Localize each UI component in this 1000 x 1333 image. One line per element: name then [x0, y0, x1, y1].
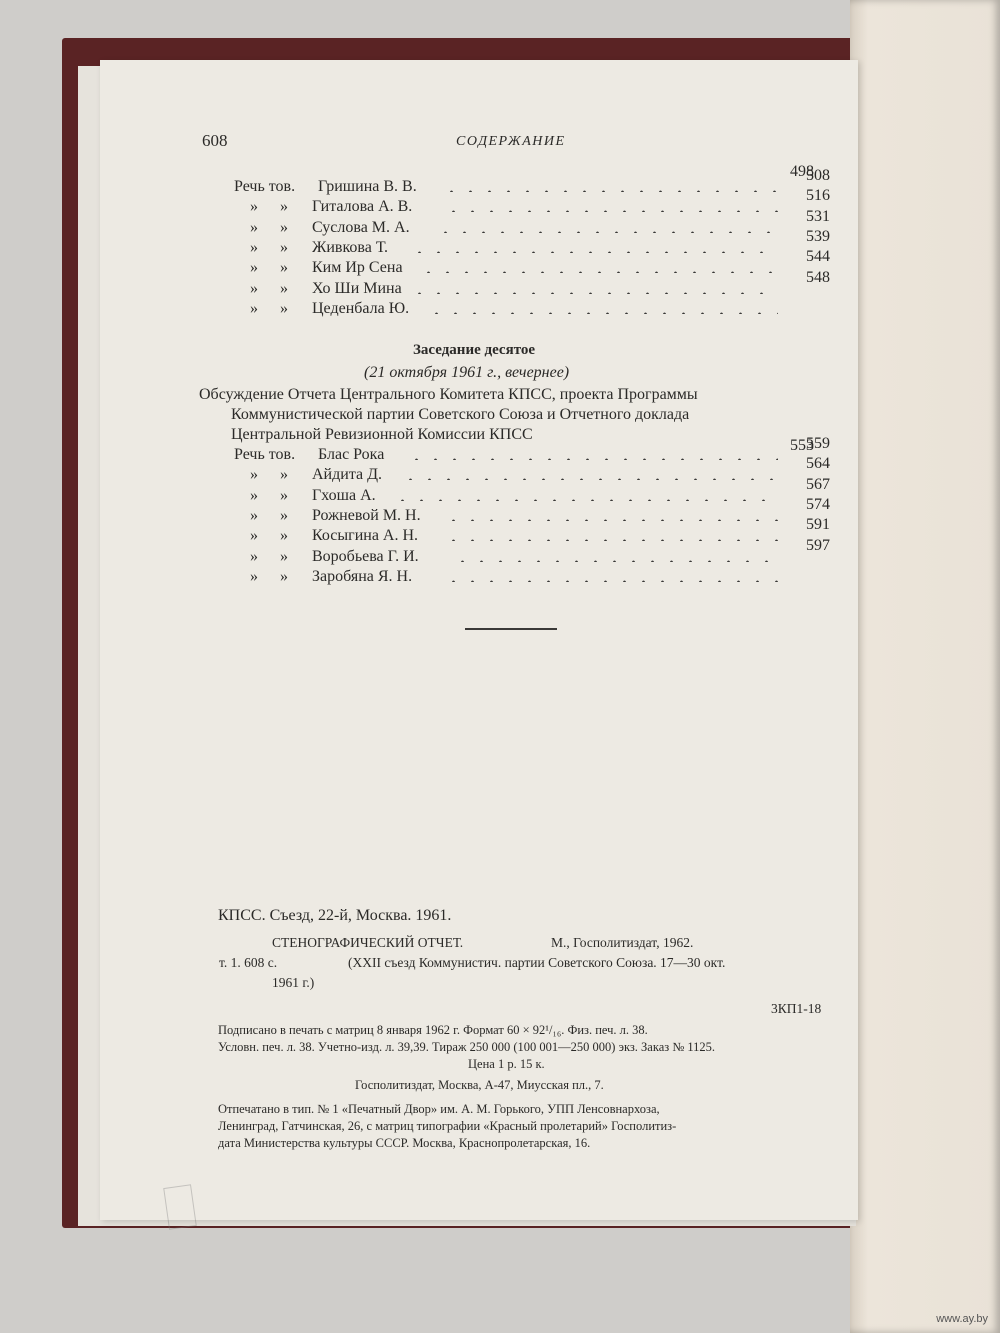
imprint-line: дата Министерства культуры СССР. Москва, Краснопролетарская, 16.	[218, 1136, 591, 1150]
leader-dots	[427, 312, 778, 314]
ditto-mark: »	[250, 218, 258, 236]
toc-page-number: 564	[806, 455, 830, 473]
toc-page-number: 531	[806, 207, 830, 225]
toc-entry-prefix: Речь тов.	[234, 178, 296, 195]
toc-page-number: 498	[790, 163, 814, 180]
toc-entry-name: Хо Ши Мина	[312, 279, 402, 297]
library-stamp	[163, 1184, 197, 1229]
leader-dots	[419, 271, 778, 273]
ditto-mark: »	[280, 259, 288, 277]
catalog-code: 3КП1-18	[771, 1001, 822, 1016]
toc-entry-name: Цеденбала Ю.	[312, 299, 410, 317]
colophon-line: 1961 г.)	[272, 975, 315, 990]
ditto-mark: »	[250, 567, 258, 585]
endpaper	[850, 0, 1000, 1333]
toc-entry-name: Блас Рока	[318, 446, 385, 463]
toc-entry	[230, 187, 830, 218]
leader-dots	[410, 251, 778, 253]
colophon-line: т. 1. 608 с.	[219, 955, 278, 970]
ditto-mark: »	[280, 279, 288, 297]
toc-entry	[230, 300, 830, 320]
leader-dots	[410, 292, 778, 294]
ditto-mark: »	[250, 486, 258, 504]
ditto-mark: »	[250, 279, 258, 297]
section-date: (21 октября 1961 г., вечернее)	[364, 364, 570, 381]
toc-page-number: 567	[806, 475, 830, 493]
leader-dots	[444, 519, 778, 521]
section-title: Заседание десятое	[413, 342, 536, 358]
ditto-mark: »	[250, 259, 258, 277]
leader-dots	[444, 539, 778, 541]
toc-entry-name: Гришина В. В.	[318, 178, 417, 195]
toc-entry-name: Ким Ир Сена	[312, 259, 403, 277]
leader-dots	[393, 499, 778, 501]
imprint-line: Ленинград, Гатчинская, 26, с матриц типографии «Красный пролетарий» Госполитиз-	[218, 1119, 677, 1133]
ditto-mark: »	[250, 238, 258, 256]
discussion-line: Обсуждение Отчета Центрального Комитета КПСС, проекта Программы	[199, 386, 698, 403]
toc-page-number: 591	[806, 516, 830, 534]
page-number: 608	[202, 131, 228, 150]
colophon-line: СТЕНОГРАФИЧЕСКИЙ ОТЧЕТ.	[272, 935, 464, 950]
price: Цена 1 р. 15 к.	[468, 1057, 545, 1071]
leader-dots	[444, 210, 778, 212]
leader-dots	[442, 190, 778, 192]
watermark: www.ay.by	[936, 1313, 988, 1325]
toc-entry-name: Айдита Д.	[312, 466, 383, 484]
toc-page-number: 516	[806, 187, 830, 205]
toc-page-number: 597	[806, 536, 830, 554]
discussion-line: Центральной Ревизионной Комиссии КПСС	[231, 426, 533, 443]
ditto-mark: »	[280, 567, 288, 585]
leader-dots	[444, 580, 778, 582]
toc-entry	[230, 455, 830, 486]
ditto-mark: »	[280, 506, 288, 524]
toc-entry-name: Живкова Т.	[312, 238, 389, 256]
ditto-mark: »	[250, 547, 258, 565]
toc-entry-prefix: Речь тов.	[234, 446, 296, 463]
toc-entry-name: Рожневой М. Н.	[312, 506, 421, 524]
ditto-mark: »	[280, 198, 288, 216]
toc-page-number: 508	[806, 167, 830, 184]
page-title: СОДЕРЖАНИЕ	[456, 134, 566, 149]
ditto-mark: »	[280, 299, 288, 317]
imprint-line: Подписано в печать с матриц 8 января 1962 г. Формат 60 × 92¹/₁₆. Физ. печ. л. 38.	[218, 1023, 648, 1037]
ditto-mark: »	[250, 506, 258, 524]
toc-entry	[230, 516, 830, 547]
colophon-line: М., Госполитиздат, 1962.	[551, 935, 694, 950]
toc-entry-name: Гхоша А.	[312, 486, 376, 504]
toc-page-number: 553	[790, 437, 814, 454]
leader-dots	[436, 231, 778, 233]
ditto-mark: »	[250, 198, 258, 216]
toc-page-number: 539	[806, 227, 830, 245]
toc-entry-name: Косыгина А. Н.	[312, 527, 419, 545]
toc-entry	[230, 248, 830, 279]
toc-page-number: 559	[806, 435, 830, 452]
leader-dots	[407, 458, 778, 460]
colophon-line: (XXII съезд Коммунистич. партии Советского Союза. 17—30 окт.	[348, 955, 726, 970]
toc-entry-name: Воробьева Г. И.	[312, 547, 419, 565]
toc-page-number: 574	[806, 495, 830, 513]
imprint-line: Условн. печ. л. 38. Учетно-изд. л. 39,39. Тираж 250 000 (100 001—250 000) экз. Заказ № 1125.	[218, 1040, 716, 1054]
ditto-mark: »	[280, 486, 288, 504]
ditto-mark: »	[250, 299, 258, 317]
discussion-line: Коммунистической партии Советского Союза и Отчетного доклада	[231, 406, 690, 423]
divider-rule	[465, 628, 557, 630]
toc-page-number: 544	[806, 248, 830, 266]
leader-dots	[401, 478, 778, 480]
ditto-mark: »	[280, 527, 288, 545]
ditto-mark: »	[250, 527, 258, 545]
ditto-mark: »	[280, 218, 288, 236]
toc-entry	[230, 568, 830, 588]
publisher-address: Госполитиздат, Москва, А-47, Миусская пл., 7.	[355, 1078, 604, 1092]
leader-dots	[453, 560, 778, 562]
ditto-mark: »	[280, 238, 288, 256]
toc-page-number: 548	[806, 268, 830, 286]
ditto-mark: »	[280, 547, 288, 565]
toc-entry-name: Заробяна Я. Н.	[312, 567, 413, 585]
ditto-mark: »	[250, 466, 258, 484]
colophon-line: КПСС. Съезд, 22-й, Москва. 1961.	[218, 907, 452, 924]
ditto-mark: »	[280, 466, 288, 484]
toc-entry-name: Суслова М. А.	[312, 218, 410, 236]
toc-entry-name: Гиталова А. В.	[312, 198, 413, 216]
imprint-line: Отпечатано в тип. № 1 «Печатный Двор» им. А. М. Горького, УПП Ленсовнархоза,	[218, 1102, 660, 1116]
